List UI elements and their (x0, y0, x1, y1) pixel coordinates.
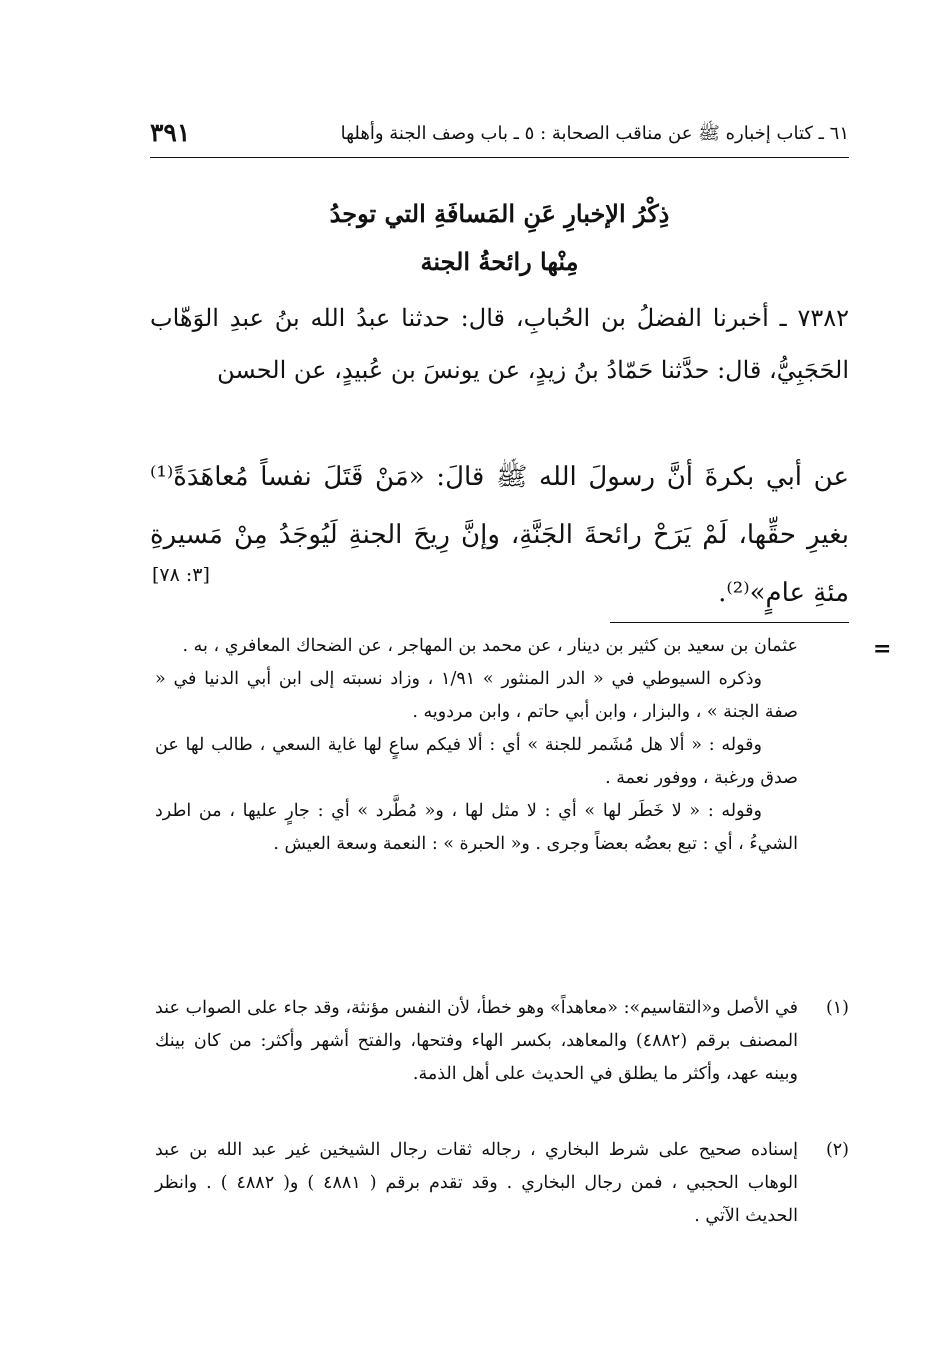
chapter-title-line-2: مِنْها رائحةُ الجنة (420, 247, 579, 276)
footnote-2 (155, 1134, 849, 1233)
footnote-number: (١) (825, 998, 849, 1018)
chapter-title (150, 190, 849, 286)
page-number: ٣٩١ (150, 118, 191, 147)
footnote-continuation-paragraph: عثمان بن سعيد بن كثير بن دينار ، عن محمد بن المهاجر ، عن الضحاك المعافري ، به . (182, 636, 798, 656)
footnote-continuation-paragraph: وقوله : « ألا هل مُشَمر للجنة » أي : ألا فيكم ساعٍ لها غاية السعي ، طالب لها عن صدق ورغبة ، ووفور نعمة . (155, 735, 798, 788)
hadith-isnad: ٧٣٨٢ ـ أخبرنا الفضلُ بن الحُبابِ، قال: حدثنا عبدُ الله بنُ عبدِ الوَهّاب الحَجَبِيُّ، قال: حدَّثنا حَمّادُ بنُ زيدٍ، عن يونسَ بن عُبيدٍ، عن الحسن (150, 304, 849, 384)
footnote-continuation (155, 630, 798, 861)
footnote-text: في الأصل و«التقاسيم»: «معاهداً» وهو خطأ، لأن النفس مؤنثة، وقد جاء على الصواب عند المصنف برقم (٤٨٨٢) والمعاهد، بكسر الهاء وفتحها، والفتح أشهر وأكثر: من كان بينك وبينه عهد، وأكثر ما يطلق في الحديث على أهل الذمة. (155, 998, 799, 1084)
footnote-continuation-paragraph: وذكره السيوطي في « الدر المنثور » ١/٩١ ، وزاد نسبته إلى ابن أبي الدنيا في « صفة الجنة » ، والبزار ، وابن أبي حاتم ، وابن مردويه . (155, 669, 798, 722)
continuation-mark: = (873, 636, 892, 662)
running-title: ٦١ ـ كتاب إخباره ﷺ عن مناقب الصحابة : ٥ ـ باب وصف الجنة وأهلها (340, 123, 849, 144)
footnote-continuation-paragraph: وقوله : « لا خَطَر لها » أي : لا مثل لها ، و« مُطَّرد » أي : جارٍ عليها ، من اطرد الشيءُ ، أي : تبع بعضُه بعضاً وجرى . و« الحبرة » : النعمة وسعة العيش . (155, 801, 798, 854)
footnote-rule (610, 622, 849, 623)
footnote-1 (155, 992, 849, 1091)
chapter-title-line-1: ذِكْرُ الإخبارِ عَنِ المَسافَةِ التي توجدُ (329, 199, 670, 228)
hadith-text: عن أبي بكرةَ أنَّ رسولَ الله ﷺ قالَ: «مَنْ قَتَلَ نفساً مُعاهَدَةً⁽¹⁾ بغيرِ حقِّها، لَمْ يَرَحْ رائحةَ الجَنَّةِ، وإنَّ رِيحَ الجنةِ لَيُوجَدُ مِنْ مَسيرةِ مئةِ عامٍ»⁽²⁾. (150, 462, 849, 608)
header-rule (150, 157, 849, 158)
page-header (150, 118, 849, 152)
hadith-reference: [٣: ٧٨] (152, 564, 210, 586)
footnote-number: (٢) (825, 1140, 849, 1160)
footnote-text: إسناده صحيح على شرط البخاري ، رجاله ثقات رجال الشيخين غير عبد الله بن عبد الوهاب الحجبي ، فمن رجال البخاري . وقد تقدم برقم ( ٤٨٨١ ) و( ٤٨٨٢ ) . وانظر الحديث الآتي . (155, 1140, 799, 1226)
